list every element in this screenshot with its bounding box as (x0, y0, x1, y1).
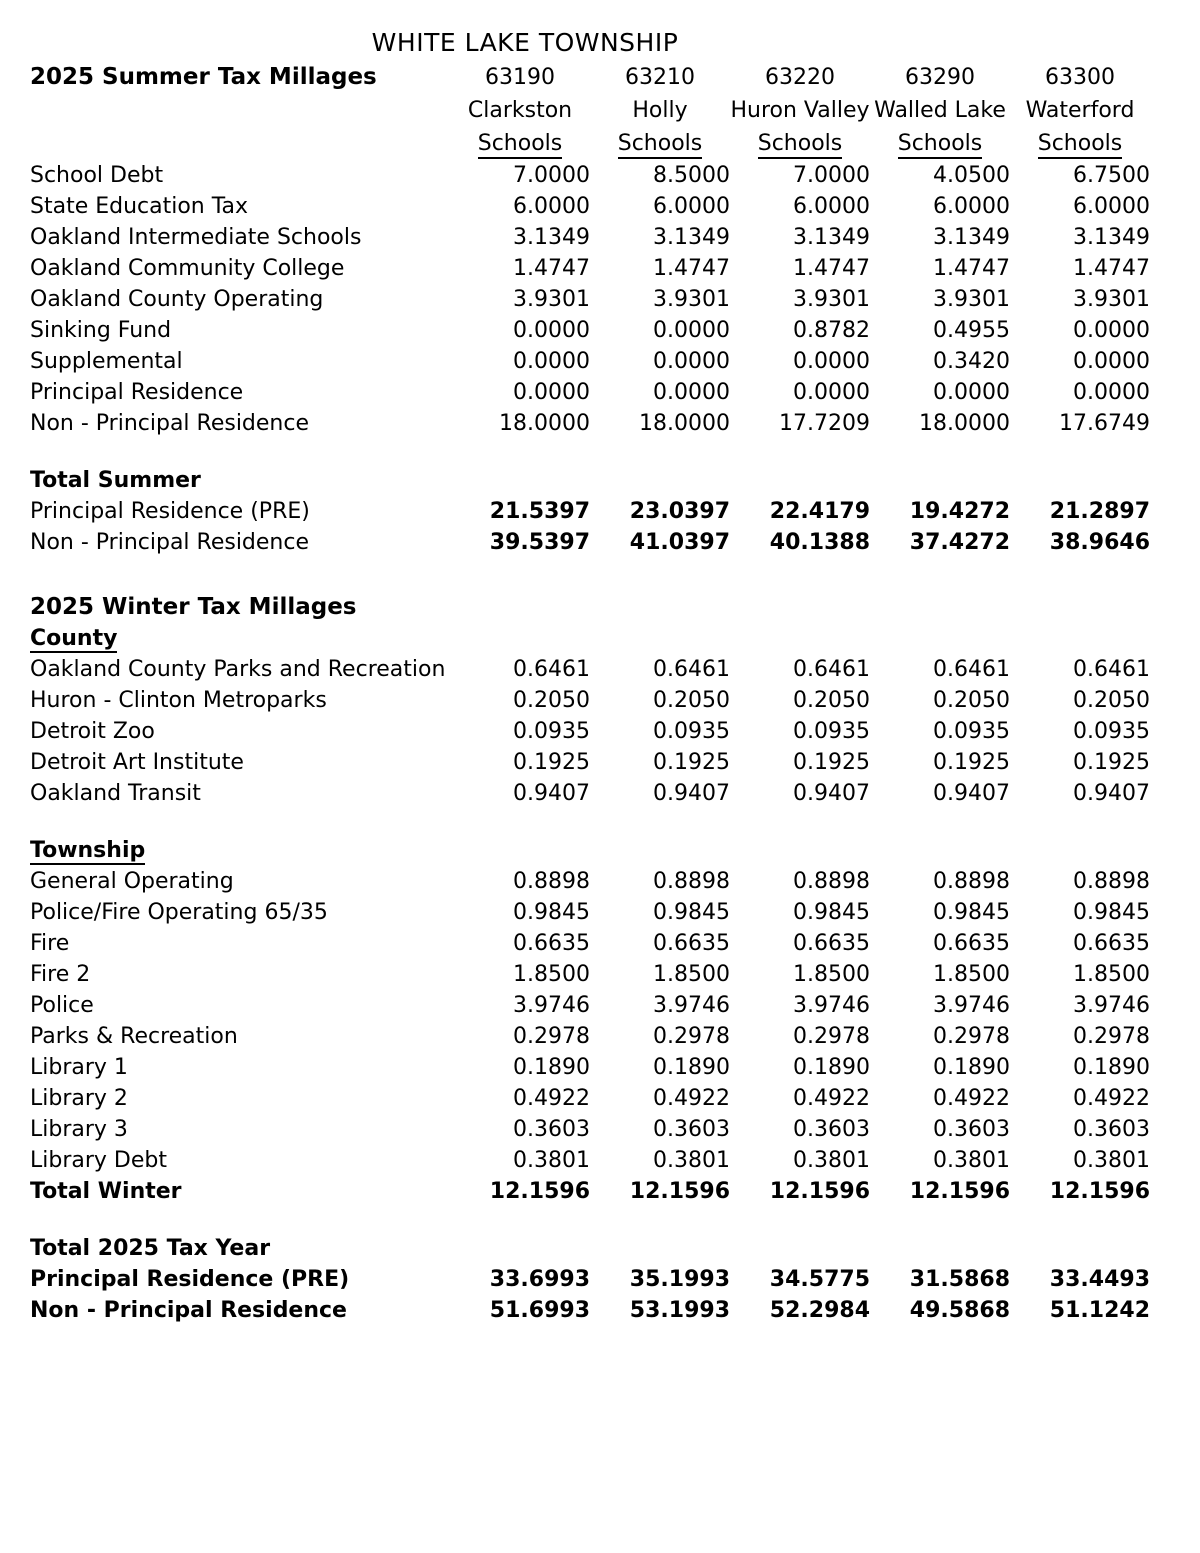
row-value: 0.9845 (513, 900, 590, 925)
table-row (30, 191, 1150, 222)
county-group-heading (30, 623, 450, 654)
table-row (30, 1145, 1150, 1176)
document-title: WHITE LAKE TOWNSHIP (371, 28, 679, 57)
row-value: 0.6635 (653, 931, 730, 956)
row-value: 0.4922 (513, 1086, 590, 1111)
row-label: Library 3 (30, 1117, 128, 1142)
row-label: Non - Principal Residence (30, 1298, 347, 1323)
row-value: 3.1349 (653, 225, 730, 250)
row-value: 39.5397 (489, 530, 590, 555)
row-value: 0.1925 (793, 750, 870, 775)
township-group-heading-row (30, 835, 1150, 866)
row-label: Oakland Community College (30, 256, 345, 281)
table-row (30, 315, 1150, 346)
row-label: Principal Residence (PRE) (30, 499, 310, 524)
table-row (30, 1052, 1150, 1083)
row-label: Parks & Recreation (30, 1024, 238, 1049)
row-value: 0.1890 (1073, 1055, 1150, 1080)
row-value: 6.0000 (653, 194, 730, 219)
table-row (30, 1114, 1150, 1145)
row-value: 0.6461 (933, 657, 1010, 682)
row-value: 17.7209 (779, 411, 870, 436)
row-value: 0.6461 (793, 657, 870, 682)
row-value: 0.9407 (793, 781, 870, 806)
row-value: 0.1925 (653, 750, 730, 775)
column-code-1: 63210 (625, 65, 695, 90)
year-total-heading: Total 2025 Tax Year (30, 1236, 271, 1261)
row-label: Oakland Transit (30, 781, 201, 806)
row-value: 0.2050 (513, 688, 590, 713)
row-value: 1.8500 (793, 962, 870, 987)
row-value: 0.3420 (933, 349, 1010, 374)
row-value: 0.6461 (513, 657, 590, 682)
row-value: 31.5868 (909, 1267, 1010, 1292)
winter-heading-row (30, 592, 1150, 623)
row-value: 35.1993 (629, 1267, 730, 1292)
row-value: 1.4747 (653, 256, 730, 281)
district-row-spacer (30, 94, 450, 127)
row-value: 3.9746 (793, 993, 870, 1018)
row-value: 0.0000 (793, 349, 870, 374)
row-value: 3.9746 (513, 993, 590, 1018)
row-value: 0.2978 (513, 1024, 590, 1049)
column-code-2: 63220 (765, 65, 835, 90)
table-row (30, 1083, 1150, 1114)
row-value: 18.0000 (919, 411, 1010, 436)
row-value: 0.3603 (653, 1117, 730, 1142)
row-value: 0.0000 (1073, 349, 1150, 374)
table-row (30, 222, 1150, 253)
column-code-4: 63300 (1045, 65, 1115, 90)
row-value: 0.4922 (653, 1086, 730, 1111)
row-value: 6.0000 (513, 194, 590, 219)
table-row (30, 160, 1150, 191)
column-district-0: Clarkston (467, 98, 573, 123)
township-group-heading (30, 835, 450, 866)
column-suffix-label-1: Schools (618, 132, 703, 159)
row-value: 0.0000 (653, 380, 730, 405)
row-value: 1.4747 (793, 256, 870, 281)
row-value: 0.1925 (933, 750, 1010, 775)
table-row (30, 527, 1150, 558)
table-row (30, 496, 1150, 527)
row-value: 40.1388 (769, 530, 870, 555)
row-value: 6.7500 (1073, 163, 1150, 188)
row-value: 0.0000 (513, 349, 590, 374)
column-district-3: Walled Lake (874, 98, 1006, 123)
spacer-row (30, 439, 1150, 465)
column-suffix-1 (590, 127, 730, 160)
row-value: 21.5397 (489, 499, 590, 524)
row-value: 0.1890 (933, 1055, 1010, 1080)
total-winter-value: 12.1596 (489, 1179, 590, 1204)
row-value: 7.0000 (793, 163, 870, 188)
county-group-heading-label: County (30, 626, 118, 651)
row-label: Fire 2 (30, 962, 91, 987)
row-value: 0.0000 (793, 380, 870, 405)
column-suffix-label-0: Schools (478, 132, 563, 159)
row-value: 0.4922 (933, 1086, 1010, 1111)
total-winter-value: 12.1596 (1049, 1179, 1150, 1204)
row-value: 0.9845 (933, 900, 1010, 925)
total-winter-value: 12.1596 (629, 1179, 730, 1204)
row-value: 38.9646 (1049, 530, 1150, 555)
row-value: 1.8500 (1073, 962, 1150, 987)
row-value: 0.2978 (793, 1024, 870, 1049)
row-label: Library 2 (30, 1086, 128, 1111)
column-district-2: Huron Valley (730, 98, 870, 123)
row-value: 33.4493 (1049, 1267, 1150, 1292)
row-value: 23.0397 (629, 499, 730, 524)
row-value: 0.3603 (1073, 1117, 1150, 1142)
row-value: 3.1349 (933, 225, 1010, 250)
row-value: 0.0000 (1073, 380, 1150, 405)
row-value: 0.2050 (653, 688, 730, 713)
row-label: Police (30, 993, 94, 1018)
row-value: 0.1890 (653, 1055, 730, 1080)
spacer-cell (30, 558, 1150, 592)
table-row (30, 747, 1150, 778)
row-value: 1.8500 (653, 962, 730, 987)
row-value: 0.3801 (793, 1148, 870, 1173)
row-value: 0.2050 (793, 688, 870, 713)
row-value: 1.4747 (513, 256, 590, 281)
row-value: 3.9746 (933, 993, 1010, 1018)
row-value: 0.6635 (513, 931, 590, 956)
row-value: 0.0935 (513, 719, 590, 744)
row-value: 51.6993 (489, 1298, 590, 1323)
row-value: 0.4922 (793, 1086, 870, 1111)
total-winter-value: 12.1596 (909, 1179, 1010, 1204)
row-value: 0.1925 (513, 750, 590, 775)
millage-table-body (30, 61, 1150, 1326)
row-value: 0.8898 (513, 869, 590, 894)
row-value: 3.9746 (1073, 993, 1150, 1018)
total-summer-heading-spacer (450, 465, 1150, 496)
row-value: 0.3801 (513, 1148, 590, 1173)
row-label: Police/Fire Operating 65/35 (30, 900, 328, 925)
spacer-row (30, 809, 1150, 835)
millage-table (30, 61, 1150, 1326)
row-value: 51.1242 (1049, 1298, 1150, 1323)
row-value: 6.0000 (793, 194, 870, 219)
winter-heading-spacer (450, 592, 1150, 623)
total-summer-heading-row (30, 465, 1150, 496)
summer-heading-row (30, 61, 1150, 94)
row-label: Library Debt (30, 1148, 167, 1173)
row-value: 18.0000 (639, 411, 730, 436)
column-suffix-4 (1010, 127, 1150, 160)
table-row (30, 1264, 1150, 1295)
row-value: 0.2978 (653, 1024, 730, 1049)
row-value: 0.4955 (933, 318, 1010, 343)
row-value: 33.6993 (489, 1267, 590, 1292)
row-label: Principal Residence (PRE) (30, 1267, 350, 1292)
total-winter-label: Total Winter (30, 1179, 182, 1204)
row-value: 0.3801 (933, 1148, 1010, 1173)
row-value: 0.9845 (653, 900, 730, 925)
row-label: Huron - Clinton Metroparks (30, 688, 327, 713)
row-value: 0.6635 (933, 931, 1010, 956)
row-value: 1.8500 (933, 962, 1010, 987)
row-value: 0.4922 (1073, 1086, 1150, 1111)
row-value: 0.3603 (513, 1117, 590, 1142)
table-row (30, 346, 1150, 377)
table-row (30, 959, 1150, 990)
district-suffix-row (30, 127, 1150, 160)
table-row (30, 1295, 1150, 1326)
total-winter-row (30, 1176, 1150, 1207)
row-value: 0.9407 (513, 781, 590, 806)
row-value: 0.6635 (1073, 931, 1150, 956)
row-label: Detroit Art Institute (30, 750, 244, 775)
table-row (30, 377, 1150, 408)
column-suffix-label-3: Schools (898, 132, 983, 159)
row-value: 3.1349 (1073, 225, 1150, 250)
table-row (30, 716, 1150, 747)
row-value: 0.0000 (653, 349, 730, 374)
column-suffix-2 (730, 127, 870, 160)
spacer-cell (30, 809, 1150, 835)
row-label: Oakland County Operating (30, 287, 324, 312)
row-value: 0.2050 (1073, 688, 1150, 713)
table-row (30, 654, 1150, 685)
row-value: 0.2050 (933, 688, 1010, 713)
row-value: 3.1349 (793, 225, 870, 250)
table-row (30, 778, 1150, 809)
spacer-cell (30, 1207, 1150, 1233)
row-value: 21.2897 (1049, 499, 1150, 524)
table-row (30, 253, 1150, 284)
row-value: 53.1993 (629, 1298, 730, 1323)
row-value: 0.9845 (793, 900, 870, 925)
row-value: 0.3801 (653, 1148, 730, 1173)
row-value: 0.9407 (933, 781, 1010, 806)
row-value: 7.0000 (513, 163, 590, 188)
row-value: 0.1890 (513, 1055, 590, 1080)
column-code-3: 63290 (905, 65, 975, 90)
row-label: State Education Tax (30, 194, 249, 219)
row-label: Detroit Zoo (30, 719, 155, 744)
row-value: 0.3603 (933, 1117, 1010, 1142)
row-value: 3.9301 (513, 287, 590, 312)
row-value: 0.8898 (793, 869, 870, 894)
row-value: 3.9301 (1073, 287, 1150, 312)
row-value: 19.4272 (909, 499, 1010, 524)
row-label: Oakland County Parks and Recreation (30, 657, 446, 682)
column-suffix-3 (870, 127, 1010, 160)
table-row (30, 897, 1150, 928)
row-value: 0.0935 (793, 719, 870, 744)
row-value: 0.8898 (933, 869, 1010, 894)
row-value: 0.0000 (933, 380, 1010, 405)
table-row (30, 284, 1150, 315)
row-value: 52.2984 (769, 1298, 870, 1323)
row-value: 0.9407 (653, 781, 730, 806)
spacer-cell (30, 439, 1150, 465)
row-value: 0.0935 (1073, 719, 1150, 744)
row-value: 17.6749 (1059, 411, 1150, 436)
table-row (30, 928, 1150, 959)
row-value: 0.2978 (933, 1024, 1010, 1049)
column-district-4: Waterford (1025, 98, 1135, 123)
row-value: 4.0500 (933, 163, 1010, 188)
district-name-row (30, 94, 1150, 127)
row-value: 22.4179 (769, 499, 870, 524)
row-value: 1.8500 (513, 962, 590, 987)
township-heading-spacer (450, 835, 1150, 866)
row-value: 3.9746 (653, 993, 730, 1018)
spacer-row (30, 558, 1150, 592)
row-label: School Debt (30, 163, 164, 188)
row-value: 0.6461 (1073, 657, 1150, 682)
row-value: 0.0935 (653, 719, 730, 744)
row-label: Fire (30, 931, 70, 956)
table-row (30, 408, 1150, 439)
row-value: 0.1925 (1073, 750, 1150, 775)
row-value: 0.9845 (1073, 900, 1150, 925)
summer-section-heading: 2025 Summer Tax Millages (30, 64, 377, 90)
row-value: 6.0000 (1073, 194, 1150, 219)
row-value: 18.0000 (499, 411, 590, 436)
column-suffix-label-4: Schools (1038, 132, 1123, 159)
column-district-1: Holly (632, 98, 688, 123)
row-value: 0.3801 (1073, 1148, 1150, 1173)
row-label: Oakland Intermediate Schools (30, 225, 362, 250)
row-label: Non - Principal Residence (30, 411, 310, 436)
row-value: 3.9301 (933, 287, 1010, 312)
spacer-row (30, 1207, 1150, 1233)
row-value: 34.5775 (769, 1267, 870, 1292)
row-value: 1.4747 (933, 256, 1010, 281)
row-value: 0.3603 (793, 1117, 870, 1142)
row-label: Library 1 (30, 1055, 128, 1080)
row-value: 0.1890 (793, 1055, 870, 1080)
row-label: Sinking Fund (30, 318, 172, 343)
county-group-heading-row (30, 623, 1150, 654)
row-label: Non - Principal Residence (30, 530, 310, 555)
township-group-heading-label: Township (30, 838, 146, 863)
row-value: 0.0000 (513, 318, 590, 343)
row-value: 0.0000 (1073, 318, 1150, 343)
row-value: 49.5868 (909, 1298, 1010, 1323)
row-value: 0.2978 (1073, 1024, 1150, 1049)
total-winter-value: 12.1596 (769, 1179, 870, 1204)
row-value: 1.4747 (1073, 256, 1150, 281)
row-label: Principal Residence (30, 380, 244, 405)
column-code-0: 63190 (485, 65, 555, 90)
row-value: 6.0000 (933, 194, 1010, 219)
column-suffix-0 (450, 127, 590, 160)
table-row (30, 1021, 1150, 1052)
row-value: 8.5000 (653, 163, 730, 188)
row-value: 0.6635 (793, 931, 870, 956)
row-value: 0.8782 (793, 318, 870, 343)
row-value: 0.8898 (1073, 869, 1150, 894)
total-summer-heading: Total Summer (30, 468, 201, 493)
row-value: 41.0397 (629, 530, 730, 555)
row-value: 0.0000 (513, 380, 590, 405)
year-total-heading-row (30, 1233, 1150, 1264)
row-value: 3.9301 (793, 287, 870, 312)
row-value: 0.8898 (653, 869, 730, 894)
row-value: 3.1349 (513, 225, 590, 250)
winter-section-heading: 2025 Winter Tax Millages (30, 594, 357, 620)
column-suffix-label-2: Schools (758, 132, 843, 159)
row-value: 37.4272 (909, 530, 1010, 555)
county-heading-spacer (450, 623, 1150, 654)
row-value: 0.9407 (1073, 781, 1150, 806)
row-value: 0.6461 (653, 657, 730, 682)
row-value: 0.0935 (933, 719, 1010, 744)
row-value: 3.9301 (653, 287, 730, 312)
row-value: 0.0000 (653, 318, 730, 343)
suffix-row-spacer (30, 127, 450, 160)
row-label: Supplemental (30, 349, 183, 374)
row-label: General Operating (30, 869, 234, 894)
table-row (30, 685, 1150, 716)
year-total-heading-spacer (450, 1233, 1150, 1264)
table-row (30, 990, 1150, 1021)
table-row (30, 866, 1150, 897)
